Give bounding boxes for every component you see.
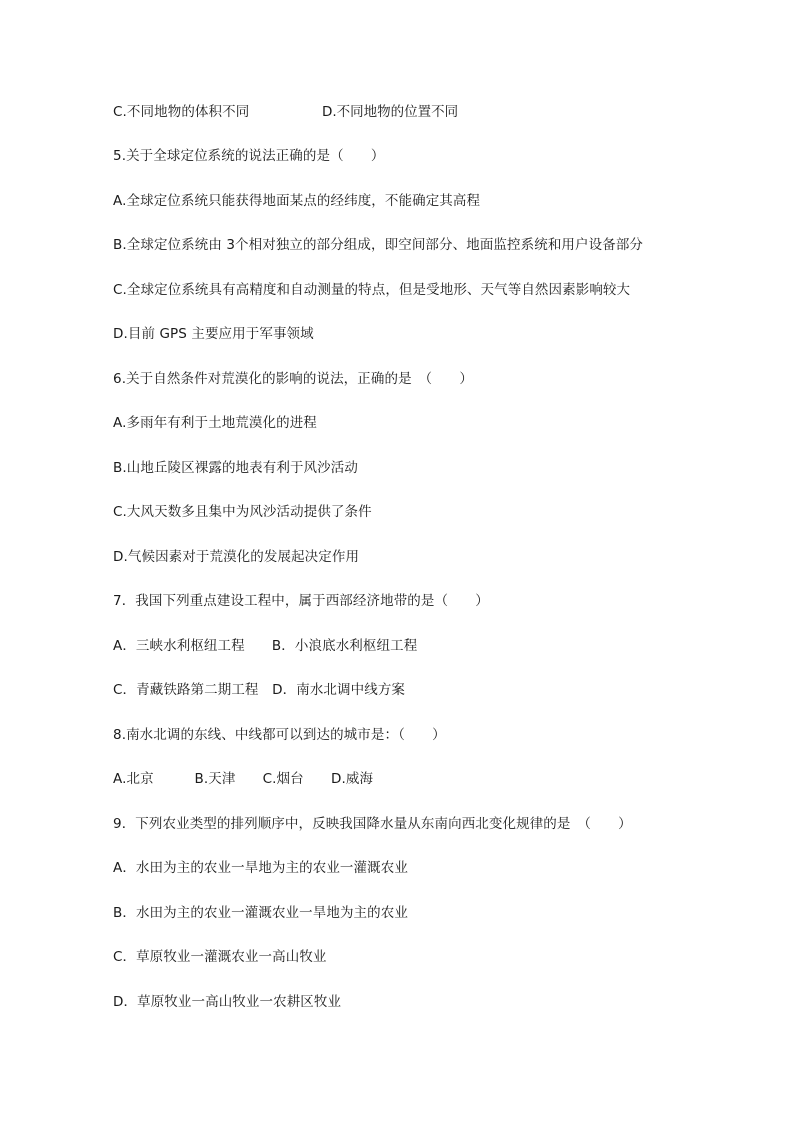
q4-option-d: D.不同地物的位置不同 <box>322 104 459 120</box>
q5-option-d: D.目前 GPS 主要应用于军事领域 <box>113 326 314 342</box>
q5-option-a: A.全球定位系统只能获得地面某点的经纬度，不能确定其高程 <box>113 193 481 209</box>
q9-option-a: A．水田为主的农业一旱地为主的农业一灌溉农业 <box>113 860 408 876</box>
q8-options: A.北京 B.天津 C.烟台 D.威海 <box>113 771 374 787</box>
q5-stem: 5.关于全球定位系统的说法正确的是（ ） <box>113 148 385 164</box>
q6-option-b: B.山地丘陵区裸露的地表有利于风沙活动 <box>113 460 358 476</box>
q6-option-d: D.气候因素对于荒漠化的发展起决定作用 <box>113 549 360 565</box>
q6-option-c: C.大风天数多且集中为风沙活动提供了条件 <box>113 504 372 520</box>
q4-option-c: C.不同地物的体积不同 <box>113 104 250 120</box>
q5-option-b: B.全球定位系统由 3个相对独立的部分组成，即空间部分、地面监控系统和用户设备部分 <box>113 237 644 253</box>
q7-options-ab: A．三峡水利枢纽工程 B．小浪底水利枢纽工程 <box>113 638 418 654</box>
q6-stem: 6.关于自然条件对荒漠化的影响的说法，正确的是 （ ） <box>113 371 473 387</box>
q9-option-b: B．水田为主的农业一灌溉农业一旱地为主的农业 <box>113 905 408 921</box>
q7-options-cd: C．青藏铁路第二期工程 D．南水北调中线方案 <box>113 682 406 698</box>
q9-stem: 9．下列农业类型的排列顺序中，反映我国降水量从东南向西北变化规律的是 （ ） <box>113 816 632 832</box>
q5-option-c: C.全球定位系统具有高精度和自动测量的特点，但是受地形、天气等自然因素影响较大 <box>113 282 631 298</box>
q6-option-a: A.多雨年有利于土地荒漠化的进程 <box>113 415 317 431</box>
q9-option-c: C．草原牧业一灌溉农业一高山牧业 <box>113 949 327 965</box>
q8-stem: 8.南水北调的东线、中线都可以到达的城市是：（ ） <box>113 727 446 743</box>
q7-stem: 7．我国下列重点建设工程中，属于西部经济地带的是（ ） <box>113 593 489 609</box>
q9-option-d: D．草原牧业一高山牧业一农耕区牧业 <box>113 994 342 1010</box>
